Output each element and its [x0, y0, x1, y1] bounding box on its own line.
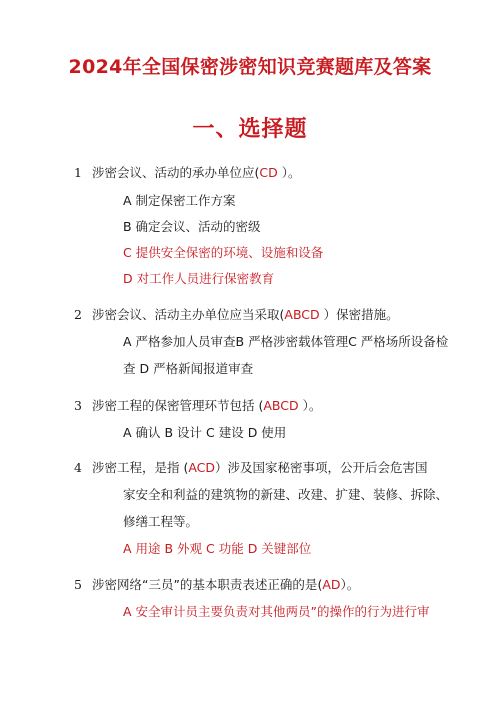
- question-stem: 涉密工程的保密管理环节包括 (: [91, 398, 264, 413]
- question-continuation-2: 修缮工程等。: [123, 514, 199, 529]
- question-stem: 涉密会议、活动主办单位应当采取: [91, 307, 280, 322]
- question-number: 1: [74, 165, 82, 180]
- question-3: [74, 396, 321, 414]
- options-line-1: A 严格参加人员审查B 严格涉密载体管理C 严格场所设备检: [123, 334, 449, 349]
- option-d: D 对工作人员进行保密教育: [123, 271, 275, 286]
- answer-text: ACD: [188, 460, 216, 475]
- question-2: [74, 305, 399, 323]
- answer-text: AD: [322, 577, 341, 592]
- paren-open: (: [279, 307, 285, 322]
- question-stem: 涉密网络“三员”的基本职责表述正确的是: [91, 577, 318, 592]
- question-number: 5: [74, 577, 82, 592]
- option-a: A 制定保密工作方案: [123, 193, 236, 208]
- question-stem: 涉密会议、活动的承办单位应: [91, 165, 255, 180]
- answer-text: CD: [259, 165, 278, 180]
- question-stem: 涉密工程，是指 (: [91, 460, 189, 475]
- option-b: B 确定会议、活动的密级: [123, 219, 261, 234]
- question-stem-end: ）。: [340, 577, 360, 592]
- options-line: A 确认 B 设计 C 建设 D 使用: [123, 425, 287, 440]
- question-continuation-1: 家安全和利益的建筑物的新建、改建、扩建、装修、拆除、: [123, 487, 449, 502]
- options-line-2: 查 D 严格新闻报道审查: [123, 361, 254, 376]
- question-5: [74, 575, 359, 593]
- question-stem-end: ）。: [298, 398, 322, 413]
- question-stem-end: ）保密措施。: [319, 307, 399, 322]
- option-c: C 提供安全保密的环境、设施和设备: [123, 245, 324, 260]
- paren-open: (: [254, 165, 260, 180]
- question-number: 4: [74, 460, 82, 475]
- section-heading: 一、选择题: [192, 117, 308, 142]
- question-4: [74, 458, 428, 476]
- document-title: 2024年全国保密涉密知识竞赛题库及答案: [68, 56, 432, 78]
- question-1: [74, 163, 300, 181]
- options-line: A 安全审计员主要负责对其他两员”的操作的行为进行审: [123, 604, 430, 619]
- options-line: A 用途 B 外观 C 功能 D 关键部位: [123, 541, 312, 556]
- paren-open: (: [317, 577, 323, 592]
- question-stem-end: ）。: [277, 165, 301, 180]
- answer-text: ABCD: [263, 398, 299, 413]
- question-number: 3: [74, 398, 82, 413]
- question-stem-end: ）涉及国家秘密事项，公开后会危害国: [215, 460, 428, 475]
- question-number: 2: [74, 307, 82, 322]
- answer-text: ABCD: [284, 307, 320, 322]
